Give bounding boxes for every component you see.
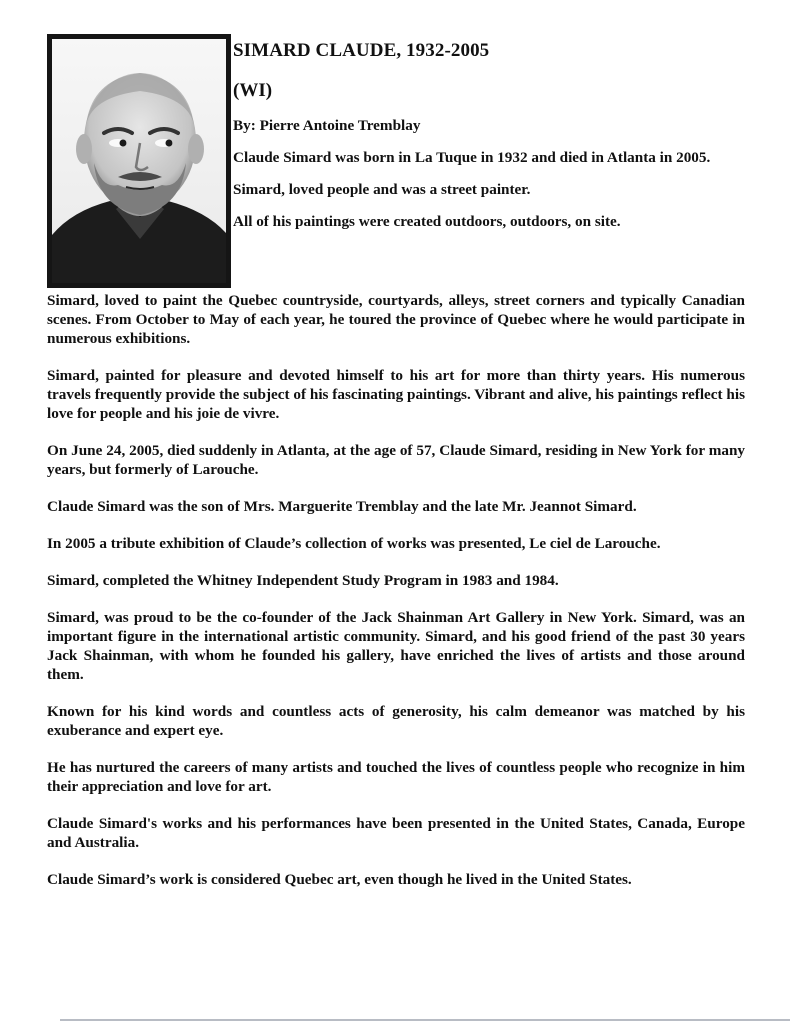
header-paragraph: Simard, loved people and was a street painter.: [233, 181, 531, 198]
bottom-rule: [60, 1019, 790, 1021]
article-title: SIMARD CLAUDE, 1932-2005: [233, 40, 490, 61]
article-header: [233, 40, 745, 244]
article-byline: By: Pierre Antoine Tremblay: [233, 117, 421, 134]
body-paragraph: Known for his kind words and countless acts of generosity, his calm demeanor was matched by his exuberance and expert eye.: [47, 703, 745, 739]
body-paragraph: On June 24, 2005, died suddenly in Atlanta, at the age of 57, Claude Simard, residing in New York for many years, but formerly of Larouche.: [47, 442, 745, 478]
body-paragraph: Simard, loved to paint the Quebec countryside, courtyards, alleys, street corners and typically Canadian scenes. From October to May of each year, he toured the province of Quebec where he would participate in numerous exhibitions.: [47, 292, 745, 347]
body-paragraph: Claude Simard’s work is considered Quebec art, even though he lived in the United States.: [47, 871, 632, 888]
header-paragraph: Claude Simard was born in La Tuque in 1932 and died in Atlanta in 2005.: [233, 149, 711, 166]
portrait-photo-frame: [47, 34, 231, 288]
article-body: [47, 291, 745, 907]
header-paragraph: All of his paintings were created outdoors, outdoors, on site.: [233, 213, 621, 230]
body-paragraph: Claude Simard's works and his performances have been presented in the United States, Canada, Europe and Australia.: [47, 815, 745, 851]
document-page: [47, 0, 745, 1024]
body-paragraph: Simard, completed the Whitney Independent Study Program in 1983 and 1984.: [47, 572, 559, 589]
article-code: (WI): [233, 80, 273, 101]
body-paragraph: In 2005 a tribute exhibition of Claude’s collection of works was presented, Le ciel de Larouche.: [47, 535, 661, 552]
body-paragraph: Simard, was proud to be the co-founder of the Jack Shainman Art Gallery in New York. Simard, was an important figure in the international artistic community. Simard, and his good friend of the past 30 years Jack Shainman, with whom he founded his gallery, have enriched the lives of artists and those around them.: [47, 609, 745, 683]
body-paragraph: Simard, painted for pleasure and devoted himself to his art for more than thirty years. His numerous travels frequently provide the subject of his fascinating paintings. Vibrant and alive, his paintings reflect his love for people and his joie de vivre.: [47, 367, 745, 422]
body-paragraph: Claude Simard was the son of Mrs. Marguerite Tremblay and the late Mr. Jeannot Simard.: [47, 498, 637, 515]
portrait-photo: [52, 39, 226, 283]
body-paragraph: He has nurtured the careers of many artists and touched the lives of countless people who recognize in him their appreciation and love for art.: [47, 759, 745, 795]
